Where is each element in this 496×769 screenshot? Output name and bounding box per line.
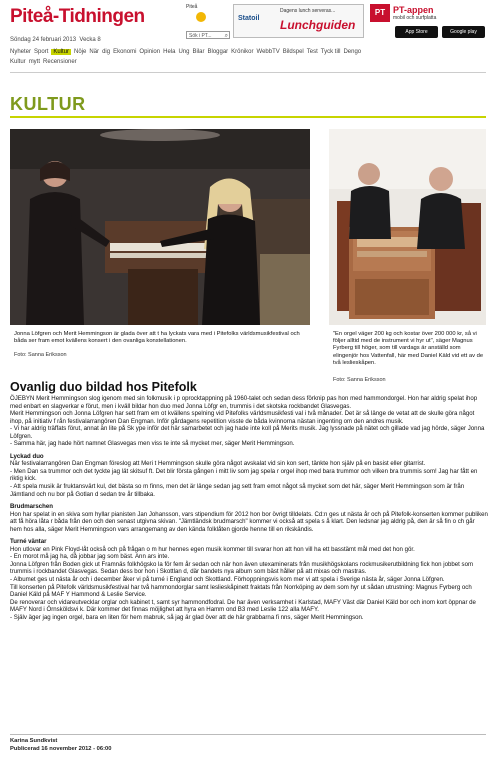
date-line: [10, 37, 101, 43]
article-paragraph: - Samma här, jag hade hört namnet Glasvegas men viss te inte så mycket mer, säger Merit Hemmingson.: [10, 440, 295, 448]
article-paragraph: De renoverar och vidareutvecklar orglar och kabinet t, samt syr hammondfodral. De har även verksamhet i Karlstad, MAFY Väst där Daniel Käld bor och inom kort öppnar de MAFY Nord i Örnsköldsvi k. Där kommer det finnas möjlighet att hyra en Hamm ond B3 med Leslie 122 alla MAFY.: [10, 598, 476, 614]
nav-item-dengo[interactable]: Dengo: [343, 49, 362, 55]
nav-item-tyck-till[interactable]: Tyck till: [320, 49, 341, 55]
main-nav: [10, 49, 364, 55]
nav-item-ekonomi[interactable]: Ekonomi: [113, 49, 137, 55]
footer-divider: [10, 734, 486, 735]
nav-item-webbtv[interactable]: WebbTV: [256, 49, 280, 55]
nav-item-bilar[interactable]: Bilar: [192, 49, 205, 55]
article-photo-right[interactable]: [329, 129, 486, 325]
app-store-button[interactable]: App Store: [395, 26, 438, 38]
author: Karina Sundkvist: [10, 738, 58, 744]
article-paragraph: - Vi har aldrig träffats förut, annat än lite på Sk ype inför det här samarbetet och jag hade inte koll på Merits musik. Jag lyssnade på nätet och gillade vad jag hörde, säger Jonna Löfgren.: [10, 425, 485, 440]
article-headline: Ovanlig duo bildad hos Pitefolk: [10, 380, 197, 394]
nav-item-ung[interactable]: Ung: [178, 49, 190, 55]
nav-item-opinion[interactable]: Opinion: [139, 49, 161, 55]
subheading-2: Brudmarschen: [10, 503, 54, 511]
weather-label: Piteå: [186, 4, 198, 10]
nav-item-krönikor[interactable]: Krönikor: [231, 49, 254, 55]
article-paragraph: - Men Dan sa trummor och det tyckte jag lät skitsuf ft. Det blir första gången i mitt liv som jag spela r orgel ihop med bara trummor och vilken bra trummis som! Jag har fått en riktig kick.: [10, 467, 478, 483]
article-paragraph: Merit Hemmingson och Jonna Löfgren har sett fram em ot kvällens spelning vid Pitefolks världsmusikfesti val i två månader. Det är så länge de vetat att de skulle göra något ihop, på initiativ f rån festivalarrangören Dan Engman. Inför gårdagens repetition visste de båda kvinnorna nästan ingenting om den andres musik.: [10, 410, 475, 425]
article-paragraph: - Själv äger jag ingen orgel, bara en liten för hem mabruk, så jag är glad över att de här grabbarna fi nns, säger Merit Hemmingson.: [10, 613, 364, 621]
article-footer: [10, 738, 112, 753]
photo-left-image: [10, 129, 310, 325]
ad-brand: [238, 15, 259, 22]
photo-right-credit: Foto: Sanna Eriksson: [333, 377, 386, 383]
photo-right-caption: "En orgel väger 200 kg och kostar över 200 000 kr, så vi följer alltid med de instrument vi hyr ut", säger Magnus Fyrberg till höger, som till vardags är anställd som elingenjör hos Vattenfall, här med Daniel Käld vid ett av de två leslieskåpen.: [333, 331, 484, 366]
nav-item-sport[interactable]: Sport: [34, 49, 49, 55]
article-paragraph: - En morot må jag ha, då jobbar jag som bäst. Ann ars inte.: [10, 553, 170, 561]
ad-text: Dagens lunch serveras...: [280, 8, 336, 14]
sub-nav: [10, 59, 80, 65]
nav-item-test[interactable]: Test: [306, 49, 318, 55]
app-promo[interactable]: [370, 4, 486, 38]
article-lead: ÖJEBYN Merit Hemmingson slog igenom med sin folkmusik i p oprocktappning på 1960-talet och sedan dess förknip pas hon med hammondorgel. Hon har aldrig spelat ihop med enbart en slagverkar e förut, men i kväll bildar hon duo med Jonna Löfgr en, trummis i det skotska rockbandet Glasvegas.: [10, 395, 478, 410]
search-input[interactable]: [186, 31, 230, 39]
nav-item-nöje[interactable]: Nöje: [74, 49, 87, 55]
article-paragraph: Jonna Löfgren från Boden gick ut Framnäs folkhögsko la för fem år sedan och när hon även utexaminerats från musikhögskolans rockmusikerutbildning fick hon jobbet som trummis i rockbandet Glasvegas. Sedan dess bor hon i Skottlan d, där bandets nya album som bäst håller på att mixas och mastras.: [10, 560, 474, 576]
pt-logo-icon: PT: [370, 4, 390, 22]
photo-left-caption: Jonna Löfgren och Merit Hemmingson är glada över att t ha lyckats vara med i Pitefolks världsmusikfestival och båda ser fram emot kvällens konsert i den ovanliga konstellationen.: [14, 331, 300, 345]
lunch-ad-banner[interactable]: [233, 4, 364, 38]
app-promo-title: PT-appen: [393, 5, 434, 15]
nav-item-kultur[interactable]: Kultur: [53, 49, 70, 55]
article-photo-left[interactable]: [10, 129, 310, 325]
nav-item-nyheter[interactable]: Nyheter: [10, 49, 32, 55]
subnav-item-kultur[interactable]: Kultur: [10, 59, 26, 65]
nav-item-hela[interactable]: Hela: [163, 49, 176, 55]
published-date: Publicerad 16 november 2012 - 06:00: [10, 745, 112, 752]
article-paragraph: Hon har spelat in en skiva som hyllar pianisten Jan Johansson, vars stipendium för 2012 hon bor övrigt tilldelats. Cd:n ges ut nästa år och på Pitefolk-konserten kommer publiken att få höra låta r båda från den och den senast utgivna skivan. "Jämtländsk brudmarsch" kommer vi också att spela s å klart. Den ledsnar jag aldrig på, den är så fin o ch går hem hos alla, säger Merit Hemmingson vars arrangemang av den kända folklåten gjorde henne till en rikskändis.: [10, 510, 488, 533]
article-paragraph: När festivalarrangören Dan Engman föreslog att Meri t Hemmingson skulle göra något avskalat vid sin kon sert, tänkte hon själv på en basist eller gitarrist.: [10, 460, 426, 468]
week: Vecka 8: [79, 37, 101, 43]
subnav-item-recensioner[interactable]: Recensioner: [43, 59, 77, 65]
article-paragraph: Hon utlovar en Pink Floyd-låt också och på frågan o m hur hennes egen musik kommer till svarar hon att hon vill ha ett basstämt mål med det hon gör.: [10, 545, 415, 553]
subnav-item-mytt[interactable]: mytt: [28, 59, 41, 65]
ad-lunch-title: Lunchguiden: [280, 18, 356, 32]
nav-item-bloggar[interactable]: Bloggar: [207, 49, 229, 55]
section-title: KULTUR: [10, 94, 86, 114]
article-paragraph: - Albumet ges ut nästa år och i december åker vi på turné i England och Skottland. Förhoppningsvis kom mer vi att spela i Sverige nästa år, säger Jonna Löfgren.: [10, 576, 445, 584]
photo-left-credit: Foto: Sanna Eriksson: [14, 352, 67, 358]
google-play-button[interactable]: Google play: [442, 26, 485, 38]
subheading-3: Turné väntar: [10, 538, 47, 546]
nav-item-när[interactable]: När: [89, 49, 100, 55]
sun-icon: [196, 12, 206, 22]
section-underline: [10, 116, 486, 118]
masthead-logo[interactable]: Piteå-Tidningen: [10, 6, 145, 27]
article-body: [10, 395, 488, 621]
nav-item-dig[interactable]: dig: [102, 49, 111, 55]
search-placeholder: Sök i PT...: [189, 33, 212, 39]
subheading-1: Lyckad duo: [10, 452, 44, 460]
ad-brand-name: Statoil: [238, 15, 260, 22]
divider: [10, 72, 486, 73]
article-paragraph: Till konserten på Pitefolk världsmusikfestival har två hammondorglar samt leslieskåpinett fraktats från Norrköping av dem som hyr ut sådan utrustning: Magnus Fyrberg och Daniel Käld på MAF Y Hammond & Leslie Service.: [10, 583, 472, 599]
search-icon[interactable]: ⌕: [224, 33, 228, 39]
nav-item-bildspel[interactable]: Bildspel: [282, 49, 304, 55]
photo-right-image: [329, 129, 486, 325]
article-paragraph: - Att spela musik är fruktansvärt kul, det bästa so m finns, men det är länge sedan jag sett fram emot något så mycket som det här, säger Merit Hemmingson som är från Jämtland och nu bor på Gotlan d sedan tre år tillbaka.: [10, 483, 465, 498]
app-promo-subtitle: mobil och surfplatta: [393, 15, 437, 21]
date: Söndag 24 februari 2013: [10, 37, 77, 43]
